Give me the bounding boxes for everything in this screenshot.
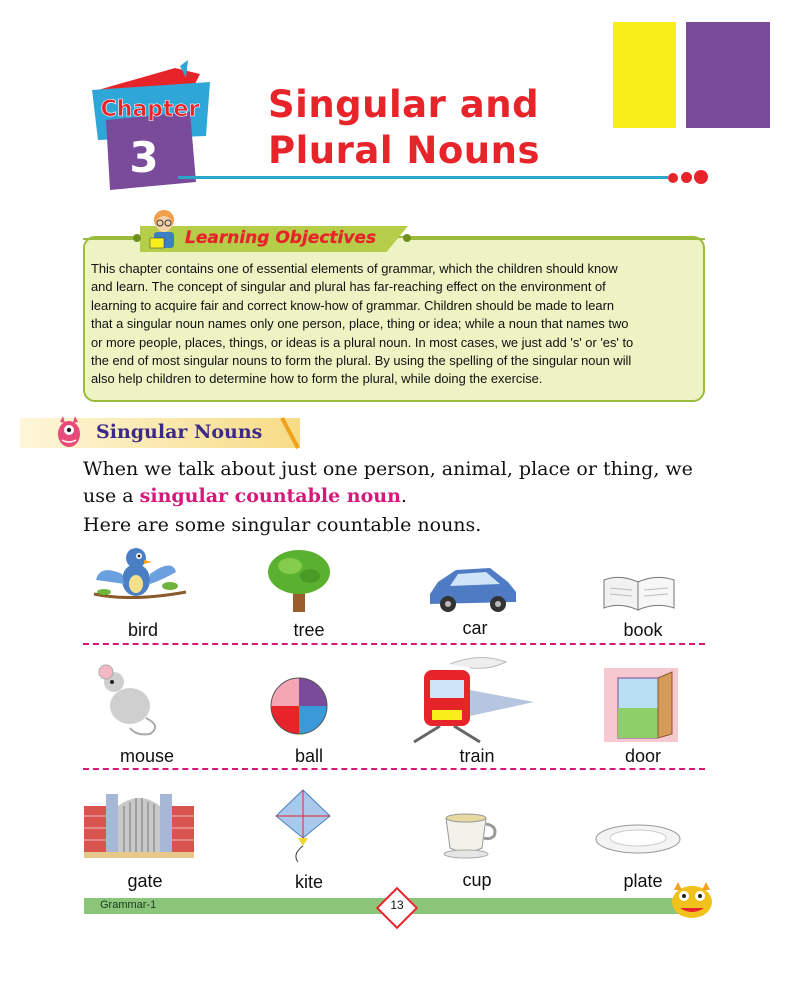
noun-label-cup: cup xyxy=(462,870,492,890)
banner-rail xyxy=(405,238,705,240)
decor-dot xyxy=(668,173,678,183)
door-icon xyxy=(604,668,678,742)
train-icon xyxy=(410,650,536,746)
noun-label-ball: ball xyxy=(294,746,324,766)
key-term: singular countable noun xyxy=(139,485,401,507)
chapter-badge xyxy=(80,60,230,200)
noun-label-tree: tree xyxy=(293,620,325,640)
intro-period: . xyxy=(400,485,407,507)
mouse-icon xyxy=(96,662,160,736)
monster-footer-icon xyxy=(668,880,716,920)
gate-icon xyxy=(84,786,194,858)
lo-line: that a singular noun names only one person, place, thing or idea; while a noun that names two xyxy=(91,316,629,332)
noun-label-plate: plate xyxy=(623,871,663,891)
banner-knob xyxy=(403,234,411,242)
examples-intro: Here are some singular countable nouns. xyxy=(83,514,482,536)
purple-square-decoration xyxy=(686,22,770,128)
cup-icon xyxy=(440,810,500,860)
book-icon xyxy=(600,574,678,614)
noun-label-bird: bird xyxy=(127,620,158,640)
lo-line: also help children to determine how to form the plural, while doing the exercise. xyxy=(91,371,543,387)
banner-knob xyxy=(133,234,141,242)
chapter-title-line2: Plural Nouns xyxy=(268,129,541,172)
bird-icon xyxy=(92,544,188,614)
noun-label-car: car xyxy=(462,618,488,638)
decor-dot xyxy=(694,170,708,184)
kite-icon xyxy=(272,788,334,864)
lo-line: and learn. The concept of singular and plural has far-reaching effect on the environment of xyxy=(91,279,606,295)
decor-dot xyxy=(681,172,692,183)
page-number: 13 xyxy=(390,898,404,912)
noun-label-mouse: mouse xyxy=(119,746,175,766)
intro-paragraph xyxy=(83,456,708,510)
teacher-icon xyxy=(146,208,182,252)
lo-line: or more people, places, things, or ideas is a plural noun. In most cases, we just add 's' or 'es' to xyxy=(91,334,634,350)
lo-line: This chapter contains one of essential elements of grammar, which the children should know xyxy=(91,261,618,276)
monster-mascot-icon xyxy=(54,414,84,450)
learning-objectives-text xyxy=(91,260,701,389)
yellow-square-decoration xyxy=(613,22,676,128)
intro-text: When we talk about just one person, animal, place or thing, we use a xyxy=(83,458,693,507)
title-underline xyxy=(178,176,668,179)
lo-line: learning to acquire fair and correct know-how of grammar. Children should be made to learn xyxy=(91,297,615,313)
noun-label-kite: kite xyxy=(294,872,323,892)
row-divider xyxy=(83,768,705,770)
noun-label-book: book xyxy=(623,620,663,640)
noun-label-door: door xyxy=(624,746,662,766)
learning-objectives-heading: Learning Objectives xyxy=(185,228,377,248)
chapter-word: Chapter xyxy=(100,97,200,122)
chapter-title-line1: Singular and xyxy=(268,83,540,126)
noun-label-gate: gate xyxy=(127,871,163,891)
car-icon xyxy=(426,560,520,614)
footer-book-title: Grammar-1 xyxy=(100,899,157,911)
row-divider xyxy=(83,643,705,645)
section-title: Singular Nouns xyxy=(96,421,263,443)
lo-line: the end of most singular nouns to form the plural. By using the spelling of the singular noun will xyxy=(91,353,632,369)
chapter-number: 3 xyxy=(129,133,159,182)
tree-icon xyxy=(266,546,332,616)
plate-icon xyxy=(594,822,682,856)
noun-label-train: train xyxy=(459,746,495,766)
ball-icon xyxy=(268,676,330,736)
chapter-title xyxy=(268,82,540,174)
